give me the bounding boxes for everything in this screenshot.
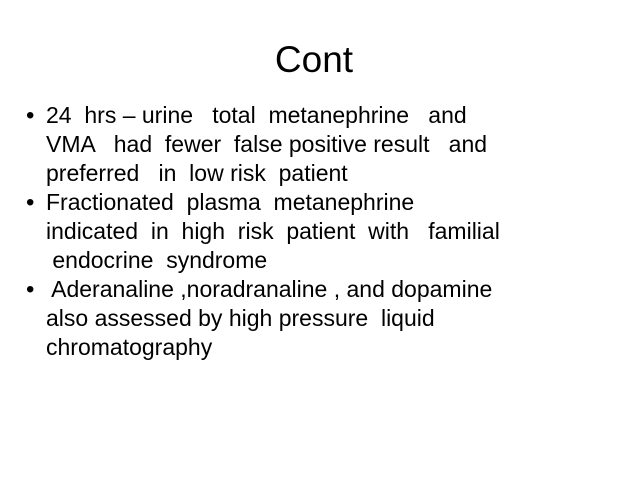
slide-title: Cont: [274, 39, 354, 80]
bullet-text-line: chromatography: [46, 334, 213, 360]
bullet-item-urine-test: [0, 101, 638, 188]
bullet-icon: •: [26, 189, 35, 216]
bullet-text-line: Fractionated plasma metanephrine: [46, 189, 415, 215]
bullet-text-line: indicated in high risk patient with familial: [46, 218, 500, 244]
bullet-text-line: also assessed by high pressure liquid: [46, 305, 435, 331]
bullet-icon: •: [26, 276, 35, 303]
bullet-text-line: VMA had fewer false positive result and: [46, 131, 488, 157]
bullet-text-line: 24 hrs – urine total metanephrine and: [46, 102, 467, 128]
bullet-text-line: preferred in low risk patient: [46, 160, 348, 186]
bullet-icon: •: [26, 102, 35, 129]
bullet-item-hplc: [0, 275, 638, 362]
bullet-item-plasma-test: [0, 188, 638, 275]
bullet-list: [0, 101, 638, 362]
bullet-text-line: Aderanaline ,noradranaline , and dopamine: [46, 276, 493, 302]
bullet-text-line: endocrine syndrome: [46, 247, 268, 273]
